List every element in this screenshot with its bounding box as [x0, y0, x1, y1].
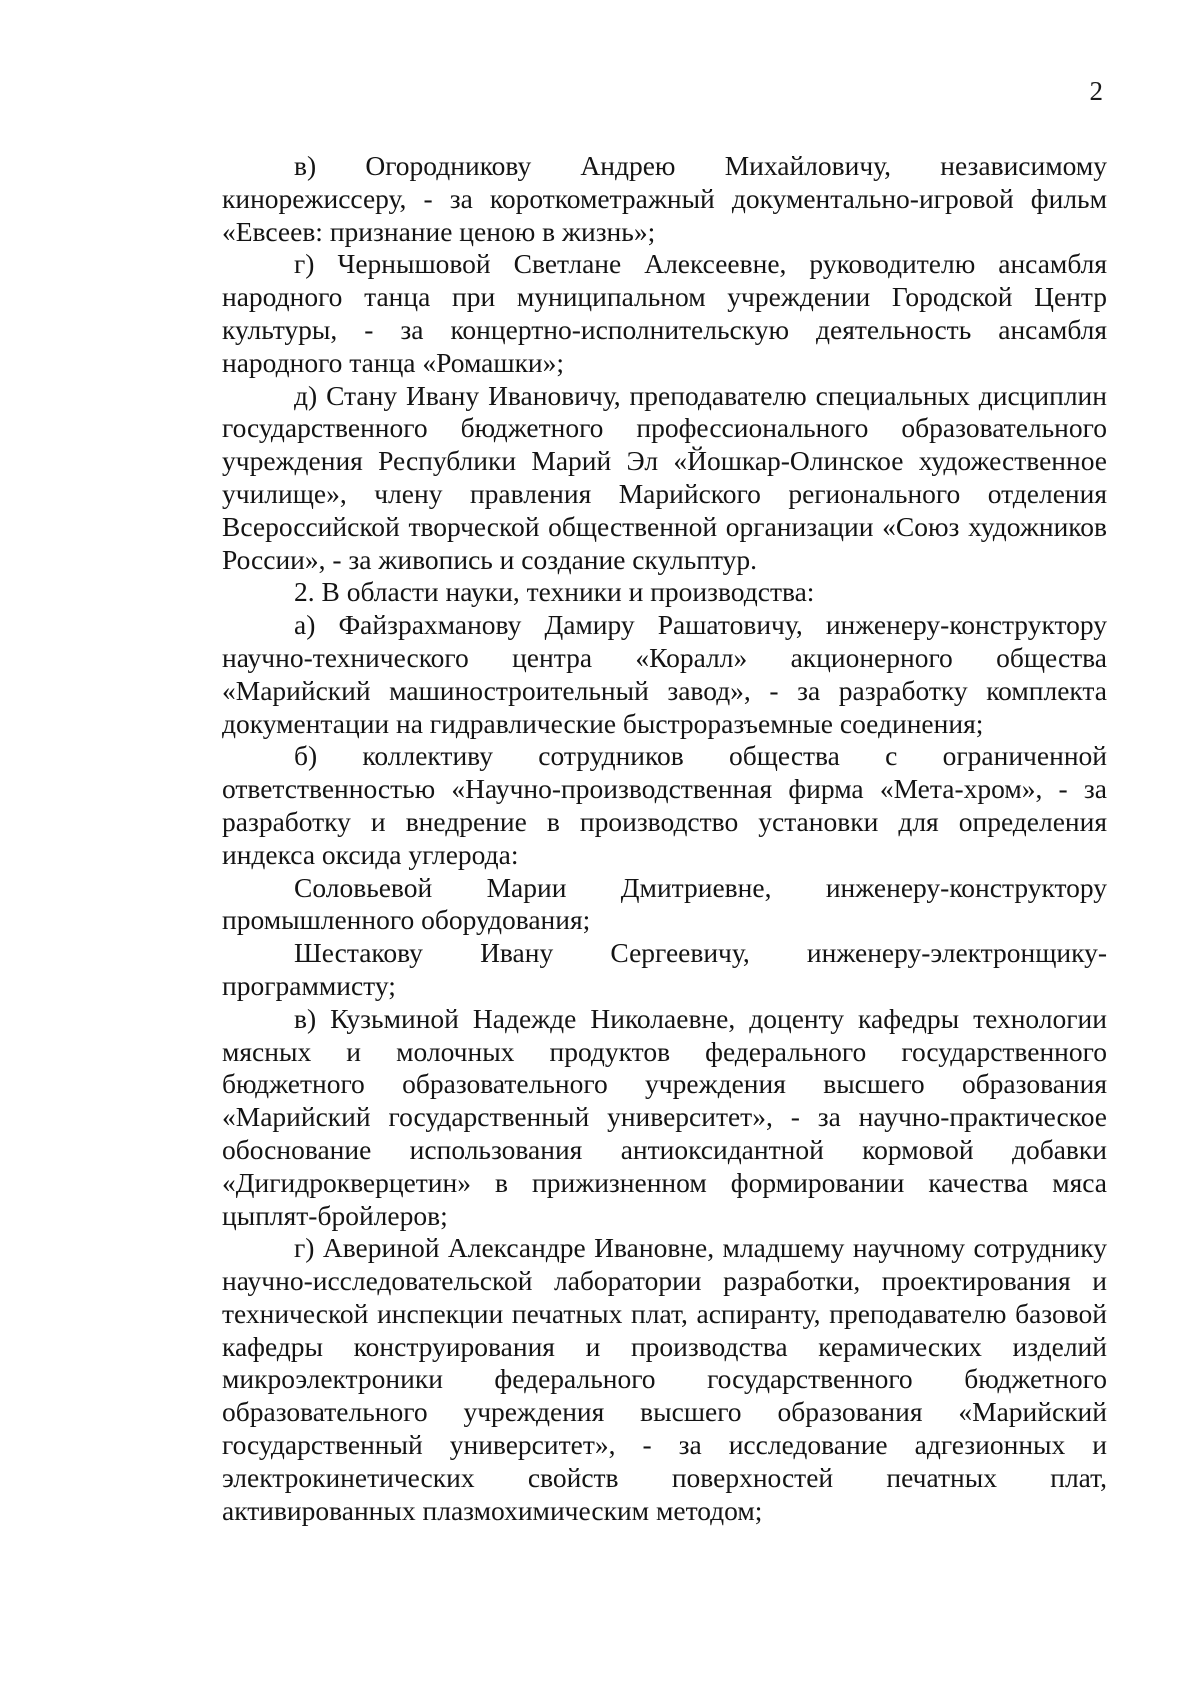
paragraph-a-fayzrakhmanov: а) Файзрахманову Дамиру Рашатовичу, инженеру-конструктору научно-технического центра «Коралл» акционерного общества «Марийский машиностроительный завод», - за разработку комплекта документации на гидравлические быстроразъемные соединения;: [222, 609, 1107, 739]
paragraph-g-averina: г) Авериной Александре Ивановне, младшему научному сотруднику научно-исследовательской лаборатории разработки, проектирования и технической инспекции печатных плат, аспиранту, преподавателю базовой кафедры конструирования и производства керамических изделий микроэлектроники федерального государственного бюджетного образовательного учреждения высшего образования «Марийский государственный университет», - за исследование адгезионных и электрокинетических свойств поверхностей печатных плат, активированных плазмохимическим методом;: [222, 1232, 1107, 1526]
paragraph-v-ogorodnikov: в) Огородникову Андрею Михайловичу, независимому кинорежиссеру, - за короткометражный документально-игровой фильм «Евсеев: признание ценою в жизнь»;: [222, 150, 1107, 247]
paragraph-g-chernyshova: г) Чернышовой Светлане Алексеевне, руководителю ансамбля народного танца при муниципальном учреждении Городской Центр культуры, - за концертно-исполнительскую деятельность ансамбля народного танца «Ромашки»;: [222, 248, 1107, 378]
page-number: 2: [1089, 76, 1103, 106]
paragraph-d-stan: д) Стану Ивану Ивановичу, преподавателю специальных дисциплин государственного бюджетного профессионального образовательного учреждения Республики Марий Эл «Йошкар-Олинское художественное училище», члену правления Марийского регионального отделения Всероссийской творческой общественной организации «Союз художников России», - за живопись и создание скульптур.: [222, 379, 1107, 575]
paragraph-shestakov: Шестакову Ивану Сергеевичу, инженеру-электронщику-программисту;: [222, 937, 1107, 1001]
paragraph-b-collective: б) коллективу сотрудников общества с ограниченной ответственностью «Научно-производственная фирма «Мета-хром», - за разработку и внедрение в производство установки для определения индекса оксида углерода:: [222, 740, 1107, 870]
section-heading-science: 2. В области науки, техники и производства:: [294, 576, 815, 608]
document-body: [222, 150, 1107, 1527]
paragraph-v-kuzmina: в) Кузьминой Надежде Николаевне, доценту кафедры технологии мясных и молочных продуктов федерального государственного бюджетного образовательного учреждения высшего образования «Марийский государственный университет», - за научно-практическое обоснование использования антиоксидантной кормовой добавки «Дигидрокверцетин» в прижизненном формировании качества мяса цыплят-бройлеров;: [222, 1002, 1107, 1231]
paragraph-solovyeva: Соловьевой Марии Дмитриевне, инженеру-конструктору промышленного оборудования;: [222, 871, 1107, 936]
